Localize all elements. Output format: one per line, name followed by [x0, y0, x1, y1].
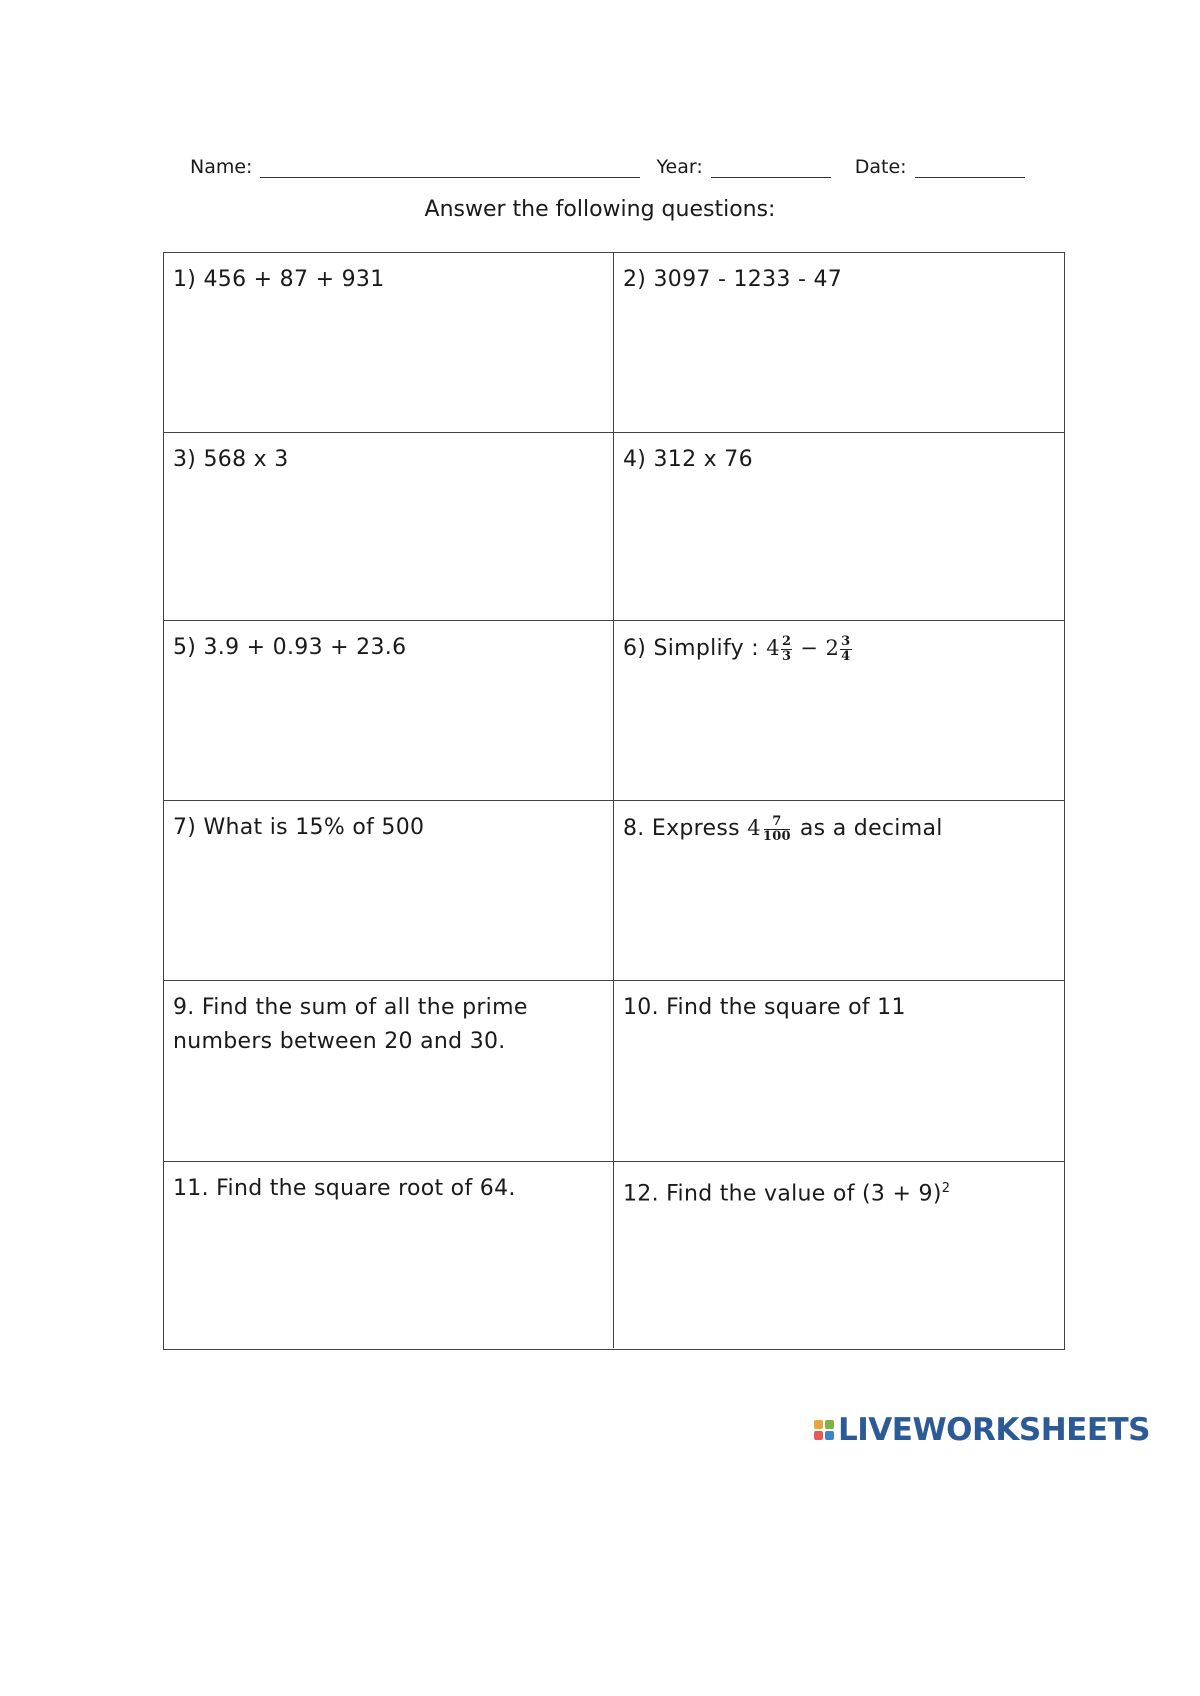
- question-cell-6[interactable]: [614, 621, 1064, 801]
- question-cell-7[interactable]: [164, 801, 614, 981]
- name-field: [190, 156, 640, 178]
- question-cell-1[interactable]: [164, 253, 614, 433]
- date-label: Date:: [854, 156, 907, 178]
- logo-text: LIVEWORKSHEETS: [838, 1412, 1150, 1448]
- logo-square-1: [814, 1420, 823, 1429]
- liveworksheets-logo: [814, 1410, 1150, 1450]
- year-field: [656, 156, 830, 178]
- year-blank[interactable]: [711, 159, 831, 178]
- question-3-text: 3) 568 x 3: [173, 447, 289, 472]
- fraction: [840, 635, 851, 664]
- name-blank[interactable]: [260, 159, 640, 178]
- question-10-text: 10. Find the square of 11: [623, 995, 906, 1020]
- question-cell-2[interactable]: [614, 253, 1064, 433]
- numerator: 7: [764, 815, 789, 830]
- question-11-text: 11. Find the square root of 64.: [173, 1176, 516, 1201]
- numerator: 3: [841, 634, 851, 649]
- question-12-text: 12. Find the value of (3 + 9): [623, 1181, 942, 1207]
- question-cell-10[interactable]: [614, 981, 1064, 1162]
- question-5-text: 5) 3.9 + 0.93 + 23.6: [173, 635, 407, 660]
- question-8-suffix: as a decimal: [799, 816, 943, 841]
- whole-part: 4: [747, 816, 761, 840]
- mixed-number-2: [825, 634, 852, 664]
- logo-square-2: [825, 1420, 834, 1429]
- numerator: 2: [781, 634, 792, 649]
- question-7-text: 7) What is 15% of 500: [173, 815, 425, 840]
- logo-grid-icon: [814, 1420, 834, 1440]
- question-4-text: 4) 312 x 76: [623, 447, 753, 472]
- whole-part: 4: [766, 636, 780, 660]
- date-field: [855, 156, 1025, 178]
- mixed-number: [747, 814, 800, 844]
- question-6-text: 6) Simplify :: [623, 636, 759, 661]
- denominator: 100: [762, 829, 791, 844]
- year-label: Year:: [656, 156, 703, 178]
- question-8-text: 8. Express: [623, 816, 740, 841]
- student-info-line: [190, 146, 1040, 178]
- denominator: 4: [841, 649, 851, 664]
- question-cell-12[interactable]: [614, 1162, 1064, 1348]
- question-cell-4[interactable]: [614, 433, 1064, 621]
- question-1-text: 1) 456 + 87 + 931: [173, 267, 385, 292]
- question-cell-5[interactable]: [164, 621, 614, 801]
- question-cell-3[interactable]: [164, 433, 614, 621]
- question-2-text: 2) 3097 - 1233 - 47: [623, 267, 843, 292]
- exponent: 2: [941, 1181, 951, 1196]
- instruction-heading: Answer the following questions:: [424, 197, 776, 222]
- questions-grid: [163, 252, 1065, 1350]
- question-9-text: 9. Find the sum of all the prime numbers between 20 and 30.: [173, 995, 528, 1054]
- minus-operator: −: [800, 636, 819, 660]
- fraction: [762, 815, 792, 844]
- question-cell-11[interactable]: [164, 1162, 614, 1348]
- mixed-number-1: [766, 634, 800, 664]
- date-blank[interactable]: [915, 159, 1025, 178]
- whole-part: 2: [825, 636, 840, 660]
- question-cell-8[interactable]: [614, 801, 1064, 981]
- denominator: 3: [781, 649, 792, 664]
- name-label: Name:: [190, 156, 253, 178]
- question-cell-9[interactable]: [164, 981, 614, 1162]
- logo-square-3: [814, 1431, 823, 1440]
- fraction: [781, 635, 792, 664]
- logo-square-4: [825, 1431, 834, 1440]
